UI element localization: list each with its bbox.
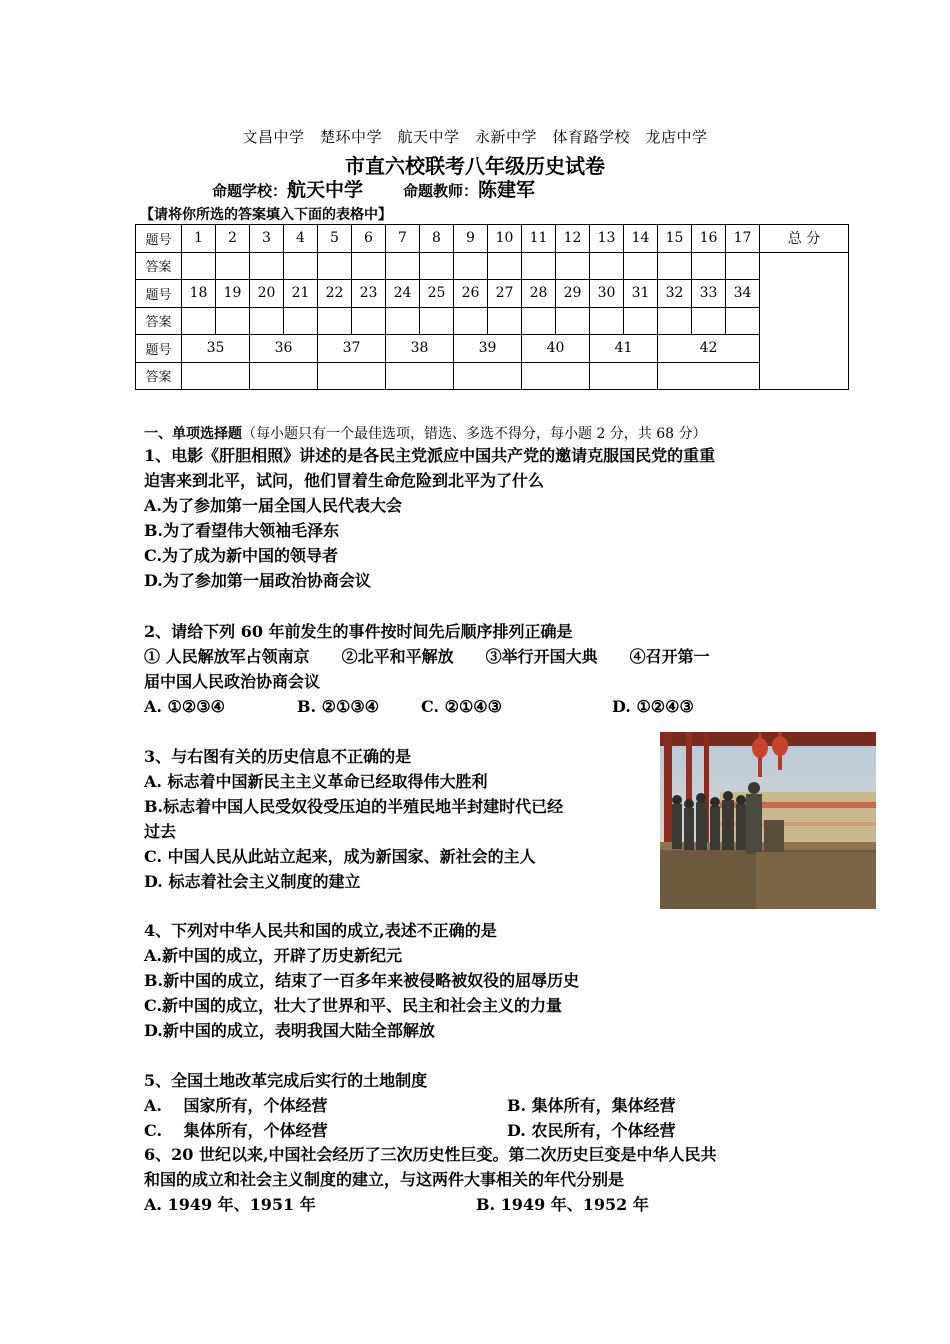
answer-cell[interactable] xyxy=(352,252,386,280)
option-b: B.为了看望伟大领袖毛泽东 xyxy=(144,521,340,540)
question-number: 10 xyxy=(488,225,522,253)
question-number: 39 xyxy=(454,335,522,363)
question-number: 34 xyxy=(726,280,760,308)
answer-label: 答案 xyxy=(136,362,182,390)
answer-table xyxy=(135,224,849,390)
answer-cell[interactable] xyxy=(488,307,522,335)
answer-cell[interactable] xyxy=(182,307,216,335)
option-b-cont: 过去 xyxy=(144,822,177,841)
question-number: 40 xyxy=(522,335,590,363)
question-number: 41 xyxy=(590,335,658,363)
question-1 xyxy=(144,443,715,593)
option-a: A. 标志着中国新民主主义革命已经取得伟大胜利 xyxy=(144,772,488,791)
question-stem: 4、下列对中华人民共和国的成立,表述不正确的是 xyxy=(144,921,497,940)
answer-cell[interactable] xyxy=(420,307,454,335)
answer-label: 答案 xyxy=(136,252,182,280)
question-number: 8 xyxy=(420,225,454,253)
table-row xyxy=(136,225,849,253)
answer-cell[interactable] xyxy=(692,307,726,335)
answer-cell[interactable] xyxy=(590,252,624,280)
question-6 xyxy=(144,1142,717,1192)
question-stem: 2、请给下列 60 年前发生的事件按时间先后顺序排列正确是 xyxy=(144,622,573,641)
question-number: 33 xyxy=(692,280,726,308)
table-row xyxy=(136,252,849,280)
answer-cell[interactable] xyxy=(658,307,692,335)
answer-cell[interactable] xyxy=(624,252,658,280)
answer-cell[interactable] xyxy=(284,307,318,335)
total-score-label: 总 分 xyxy=(760,225,849,253)
total-score-cell[interactable] xyxy=(760,252,849,390)
question-number: 23 xyxy=(352,280,386,308)
option-c: C.新中国的成立，壮大了世界和平、民主和社会主义的力量 xyxy=(144,996,563,1015)
question-number: 11 xyxy=(522,225,556,253)
answer-cell[interactable] xyxy=(454,362,522,390)
question-number: 21 xyxy=(284,280,318,308)
table-row xyxy=(136,280,849,308)
answer-instruction: 【请将你所选的答案填入下面的表格中】 xyxy=(140,207,392,223)
answer-cell[interactable] xyxy=(216,307,250,335)
answer-cell[interactable] xyxy=(250,307,284,335)
school-value: 航天中学 xyxy=(287,179,364,201)
answer-cell[interactable] xyxy=(590,307,624,335)
option-d: D. 农民所有，个体经营 xyxy=(507,1121,676,1140)
section-heading xyxy=(144,423,707,443)
answer-cell[interactable] xyxy=(386,307,420,335)
option-b: B. 1949 年、1952 年 xyxy=(476,1195,649,1214)
answer-cell[interactable] xyxy=(318,362,386,390)
question-number: 30 xyxy=(590,280,624,308)
question-number-label: 题号 xyxy=(136,335,182,363)
answer-cell[interactable] xyxy=(420,252,454,280)
question-stem: 1、电影《肝胆相照》讲述的是各民主党派应中国共产党的邀请克服国民党的重重 xyxy=(144,446,716,465)
question-number-label: 题号 xyxy=(136,280,182,308)
question-4 xyxy=(144,918,579,1043)
question-number: 17 xyxy=(726,225,760,253)
table-row xyxy=(136,307,849,335)
question-number: 16 xyxy=(692,225,726,253)
answer-cell[interactable] xyxy=(556,307,590,335)
question-stem: 3、与右图有关的历史信息不正确的是 xyxy=(144,747,412,766)
answer-cell[interactable] xyxy=(522,362,590,390)
answer-cell[interactable] xyxy=(522,307,556,335)
question-number: 15 xyxy=(658,225,692,253)
question-number: 42 xyxy=(658,335,760,363)
question-number: 3 xyxy=(250,225,284,253)
answer-cell[interactable] xyxy=(182,252,216,280)
question-number: 27 xyxy=(488,280,522,308)
participating-schools: 文昌中学 楚环中学 航天中学 永新中学 体育路学校 龙店中学 xyxy=(242,128,708,146)
question-number: 14 xyxy=(624,225,658,253)
question-number: 12 xyxy=(556,225,590,253)
answer-cell[interactable] xyxy=(658,362,760,390)
question-number: 29 xyxy=(556,280,590,308)
answer-cell[interactable] xyxy=(318,252,352,280)
option-a: A. ①②③④ xyxy=(144,697,225,716)
option-c: C.为了成为新中国的领导者 xyxy=(144,546,339,565)
question-3 xyxy=(144,744,563,894)
option-d: D.新中国的成立，表明我国大陆全部解放 xyxy=(144,1021,435,1040)
answer-cell[interactable] xyxy=(250,362,318,390)
question-stem: 6、20 世纪以来,中国社会经历了三次历史性巨变。第二次历史巨变是中华人民共 xyxy=(144,1145,717,1164)
question-number: 13 xyxy=(590,225,624,253)
question-number: 19 xyxy=(216,280,250,308)
question-number: 1 xyxy=(182,225,216,253)
option-a: A.为了参加第一届全国人民代表大会 xyxy=(144,496,402,515)
answer-cell[interactable] xyxy=(488,252,522,280)
question-number: 37 xyxy=(318,335,386,363)
question-number: 9 xyxy=(454,225,488,253)
question-number: 38 xyxy=(386,335,454,363)
section-title: 一、单项选择题 xyxy=(144,426,242,442)
question-stem: 迫害来到北平，试问，他们冒着生命危险到北平为了什么 xyxy=(144,471,545,490)
option-d: D.为了参加第一届政治协商会议 xyxy=(144,571,371,590)
answer-cell[interactable] xyxy=(454,307,488,335)
answer-cell[interactable] xyxy=(658,252,692,280)
question-number-label: 题号 xyxy=(136,225,182,253)
question-number: 24 xyxy=(386,280,420,308)
answer-cell[interactable] xyxy=(318,307,352,335)
question-5-stem: 5、全国土地改革完成后实行的土地制度 xyxy=(144,1071,428,1090)
question-number: 36 xyxy=(250,335,318,363)
question-number: 20 xyxy=(250,280,284,308)
question-number: 32 xyxy=(658,280,692,308)
option-d: D. 标志着社会主义制度的建立 xyxy=(144,872,361,891)
question-number: 4 xyxy=(284,225,318,253)
answer-cell[interactable] xyxy=(726,307,760,335)
answer-cell[interactable] xyxy=(216,252,250,280)
answer-cell[interactable] xyxy=(250,252,284,280)
table-row xyxy=(136,335,849,363)
question-number: 6 xyxy=(352,225,386,253)
founding-ceremony-photo xyxy=(660,732,876,909)
answer-cell[interactable] xyxy=(454,252,488,280)
question-items: ① 人民解放军占领南京 ②北平和平解放 ③举行开国大典 ④召开第一 xyxy=(144,647,710,666)
answer-cell[interactable] xyxy=(284,252,318,280)
option-a: A.新中国的成立，开辟了历史新纪元 xyxy=(144,946,402,965)
option-a: A. 1949 年、1951 年 xyxy=(144,1195,316,1214)
answer-cell[interactable] xyxy=(726,252,760,280)
answer-cell[interactable] xyxy=(386,362,454,390)
question-2 xyxy=(144,619,710,694)
option-c: C. ②①④③ xyxy=(421,697,502,716)
option-b: B. 集体所有，集体经营 xyxy=(507,1096,676,1115)
question-number: 31 xyxy=(624,280,658,308)
exam-title: 市直六校联考八年级历史试卷 xyxy=(345,154,605,178)
option-c: C. 中国人民从此站立起来，成为新国家、新社会的主人 xyxy=(144,847,536,866)
question-items: 届中国人民政治协商会议 xyxy=(144,672,321,691)
teacher-label: 命题教师： xyxy=(403,182,479,200)
answer-cell[interactable] xyxy=(522,252,556,280)
question-number: 2 xyxy=(216,225,250,253)
question-number: 28 xyxy=(522,280,556,308)
exam-meta xyxy=(212,175,535,202)
question-stem: 和国的成立和社会主义制度的建立，与这两件大事相关的年代分别是 xyxy=(144,1170,625,1189)
answer-label: 答案 xyxy=(136,307,182,335)
option-a: A. 国家所有，个体经营 xyxy=(144,1096,328,1115)
question-number: 22 xyxy=(318,280,352,308)
question-number: 18 xyxy=(182,280,216,308)
answer-cell[interactable] xyxy=(182,362,250,390)
question-number: 35 xyxy=(182,335,250,363)
question-number: 26 xyxy=(454,280,488,308)
option-c: C. 集体所有，个体经营 xyxy=(144,1121,328,1140)
answer-cell[interactable] xyxy=(352,307,386,335)
table-row xyxy=(136,362,849,390)
section-note: （每小题只有一个最佳选项，错选、多选不得分，每小题 2 分，共 68 分） xyxy=(242,426,707,442)
answer-cell[interactable] xyxy=(386,252,420,280)
answer-cell[interactable] xyxy=(590,362,658,390)
option-b: B.新中国的成立，结束了一百多年来被侵略被奴役的屈辱历史 xyxy=(144,971,580,990)
answer-cell[interactable] xyxy=(624,307,658,335)
option-b: B.标志着中国人民受奴役受压迫的半殖民地半封建时代已经 xyxy=(144,797,564,816)
answer-cell[interactable] xyxy=(692,252,726,280)
option-d: D. ①②④③ xyxy=(612,697,694,716)
answer-cell[interactable] xyxy=(556,252,590,280)
teacher-value: 陈建军 xyxy=(478,179,536,201)
question-number: 5 xyxy=(318,225,352,253)
question-number: 7 xyxy=(386,225,420,253)
question-number: 25 xyxy=(420,280,454,308)
option-b: B. ②①③④ xyxy=(297,697,380,716)
school-label: 命题学校： xyxy=(212,182,288,200)
